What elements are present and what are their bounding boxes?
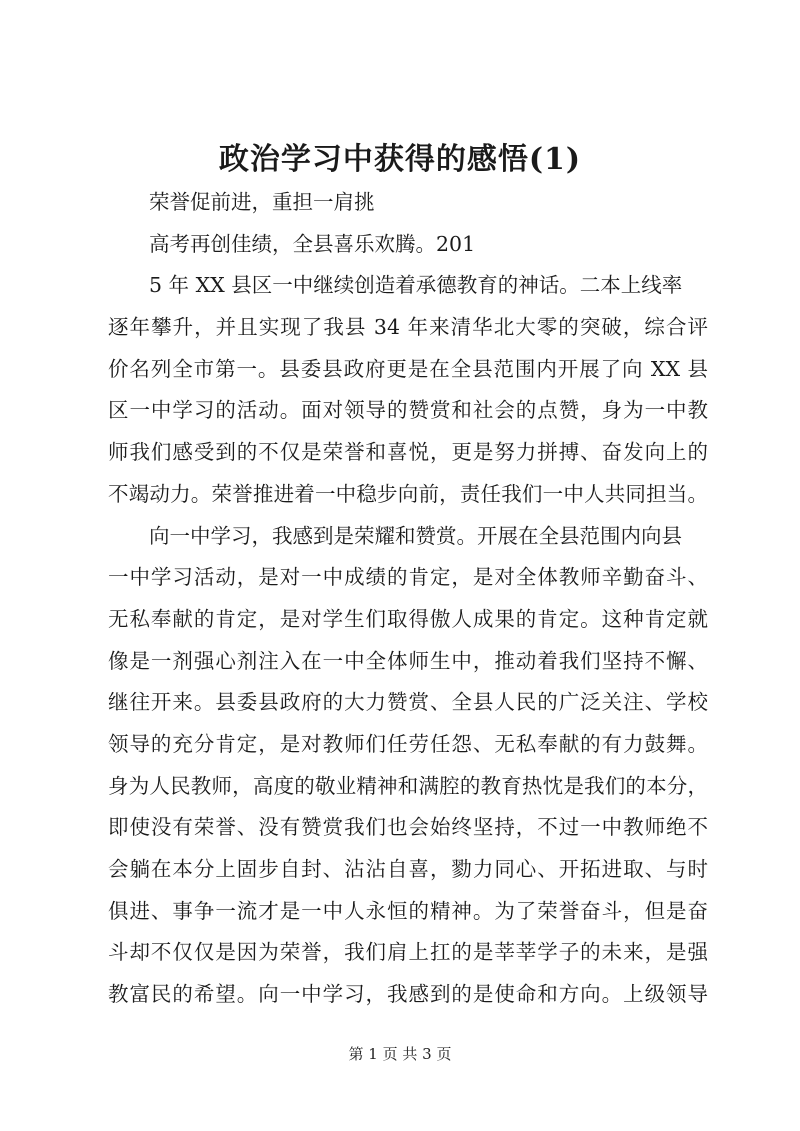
- text-line: 即使没有荣誉、没有赞赏我们也会始终坚持，不过一中教师绝不: [108, 815, 708, 840]
- text-line: 领导的充分肯定，是对教师们任劳任怨、无私奉献的有力鼓舞。: [108, 731, 708, 756]
- text-line: 俱进、事争一流才是一中人永恒的精神。为了荣誉奋斗，但是奋: [108, 898, 708, 923]
- text-line: 斗却不仅仅是因为荣誉，我们肩上扛的是莘莘学子的未来，是强: [108, 940, 708, 965]
- text-line: 师我们感受到的不仅是荣誉和喜悦，更是努力拼搏、奋发向上的: [108, 440, 708, 465]
- text-line: 无私奉献的肯定，是对学生们取得傲人成果的肯定。这种肯定就: [108, 606, 708, 631]
- text-line: 5 年 XX 县区一中继续创造着承德教育的神话。二本上线率: [149, 273, 683, 298]
- text-line: 继往开来。县委县政府的大力赞赏、全县人民的广泛关注、学校: [108, 690, 708, 715]
- page-footer: 第 1 页 共 3 页: [348, 1045, 452, 1063]
- page-title: 政治学习中获得的感悟(1): [218, 142, 582, 177]
- text-line: 逐年攀升，并且实现了我县 34 年来清华北大零的突破，综合评: [108, 315, 708, 340]
- text-line: 区一中学习的活动。面对领导的赞赏和社会的点赞，身为一中教: [108, 398, 708, 423]
- text-line: 一中学习活动，是对一中成绩的肯定，是对全体教师辛勤奋斗、: [108, 565, 708, 590]
- text-line: 高考再创佳绩，全县喜乐欢腾。201: [149, 231, 476, 256]
- document-body: [108, 182, 708, 1016]
- text-line: 向一中学习，我感到是荣耀和赞赏。开展在全县范围内向县: [149, 523, 682, 548]
- text-line: 像是一剂强心剂注入在一中全体师生中，推动着我们坚持不懈、: [108, 648, 708, 673]
- text-line: 荣誉促前进，重担一肩挑: [149, 190, 375, 214]
- text-line: 不竭动力。荣誉推进着一中稳步向前，责任我们一中人共同担当。: [108, 481, 708, 506]
- text-line: 价名列全市第一。县委县政府更是在全县范围内开展了向 XX 县: [108, 356, 708, 381]
- text-line: 会躺在本分上固步自封、沾沾自喜，勠力同心、开拓进取、与时: [108, 857, 708, 881]
- text-line: 身为人民教师，高度的敬业精神和满腔的教育热忱是我们的本分，: [108, 773, 708, 798]
- text-line: 教富民的希望。向一中学习，我感到的是使命和方向。上级领导: [108, 982, 708, 1007]
